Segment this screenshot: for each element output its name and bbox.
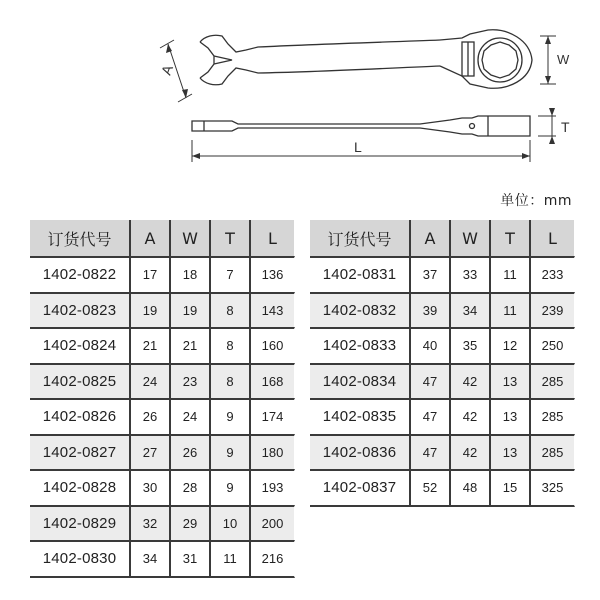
cell-l: 239 [531,292,575,328]
table-row [310,434,575,470]
cell-a: 30 [131,469,171,505]
cell-order-code: 1402-0825 [30,363,131,399]
cell-t: 13 [491,398,531,434]
cell-t: 9 [211,398,251,434]
cell-w: 29 [171,505,211,541]
cell-l: 160 [251,327,295,363]
cell-a: 24 [131,363,171,399]
cell-w: 21 [171,327,211,363]
cell-w: 42 [451,363,491,399]
header-order-code: 订货代号 [310,220,411,256]
cell-w: 34 [451,292,491,328]
header-l: L [531,220,575,256]
cell-a: 17 [131,256,171,292]
cell-t: 9 [211,469,251,505]
cell-l: 200 [251,505,295,541]
cell-w: 24 [171,398,211,434]
cell-a: 19 [131,292,171,328]
cell-a: 21 [131,327,171,363]
cell-order-code: 1402-0837 [310,469,411,507]
cell-w: 31 [171,540,211,578]
cell-t: 8 [211,363,251,399]
header-t: T [211,220,251,256]
wrench-dimension-diagram [0,0,600,180]
cell-t: 9 [211,434,251,470]
cell-a: 34 [131,540,171,578]
cell-w: 28 [171,469,211,505]
cell-t: 8 [211,292,251,328]
header-order-code: 订货代号 [30,220,131,256]
cell-a: 37 [411,256,451,292]
cell-w: 18 [171,256,211,292]
table-row [310,398,575,434]
cell-l: 285 [531,398,575,434]
cell-order-code: 1402-0830 [30,540,131,578]
header-t: T [491,220,531,256]
header-l: L [251,220,295,256]
table-body-left [30,256,295,578]
table-row [30,363,295,399]
unit-label: 单位：mm [500,193,572,209]
cell-a: 47 [411,363,451,399]
cell-t: 8 [211,327,251,363]
table-row [30,469,295,505]
cell-order-code: 1402-0835 [310,398,411,434]
cell-order-code: 1402-0824 [30,327,131,363]
cell-w: 19 [171,292,211,328]
cell-a: 40 [411,327,451,363]
cell-order-code: 1402-0826 [30,398,131,434]
table-row [310,292,575,328]
cell-order-code: 1402-0823 [30,292,131,328]
table-row [30,434,295,470]
cell-w: 48 [451,469,491,507]
table-row [310,256,575,292]
header-w: W [451,220,491,256]
wrench-side-view [192,116,530,136]
cell-a: 47 [411,398,451,434]
cell-t: 11 [491,292,531,328]
cell-l: 174 [251,398,295,434]
table-header-row [310,220,575,256]
cell-t: 11 [211,540,251,578]
table-row [30,292,295,328]
dimension-label-w: W [557,52,570,67]
table-row [30,327,295,363]
table-row [310,327,575,363]
cell-l: 285 [531,434,575,470]
cell-order-code: 1402-0834 [310,363,411,399]
cell-order-code: 1402-0832 [310,292,411,328]
table-header-row [30,220,295,256]
dimension-label-a: A [157,62,177,78]
cell-a: 39 [411,292,451,328]
cell-w: 33 [451,256,491,292]
table-row [310,469,575,507]
cell-a: 52 [411,469,451,507]
cell-l: 136 [251,256,295,292]
cell-order-code: 1402-0828 [30,469,131,505]
table-row [30,505,295,541]
table-body-right [310,256,575,507]
cell-w: 42 [451,434,491,470]
cell-a: 32 [131,505,171,541]
table-row [30,256,295,292]
cell-a: 47 [411,434,451,470]
spec-table-left [30,220,295,578]
cell-w: 26 [171,434,211,470]
header-a: A [411,220,451,256]
cell-a: 26 [131,398,171,434]
cell-order-code: 1402-0827 [30,434,131,470]
cell-order-code: 1402-0822 [30,256,131,292]
cell-l: 216 [251,540,295,578]
cell-t: 13 [491,434,531,470]
header-a: A [131,220,171,256]
wrench-top-view [200,30,532,88]
cell-w: 35 [451,327,491,363]
spec-table-right [310,220,575,507]
cell-t: 12 [491,327,531,363]
cell-l: 180 [251,434,295,470]
cell-t: 7 [211,256,251,292]
cell-a: 27 [131,434,171,470]
cell-t: 10 [211,505,251,541]
cell-t: 13 [491,363,531,399]
cell-l: 143 [251,292,295,328]
dimension-label-t: T [561,119,570,135]
cell-l: 250 [531,327,575,363]
table-row [30,398,295,434]
header-w: W [171,220,211,256]
cell-l: 168 [251,363,295,399]
dimension-label-l: L [354,139,362,155]
cell-t: 11 [491,256,531,292]
cell-l: 233 [531,256,575,292]
cell-l: 285 [531,363,575,399]
cell-order-code: 1402-0831 [310,256,411,292]
cell-l: 325 [531,469,575,507]
cell-w: 42 [451,398,491,434]
table-row [310,363,575,399]
cell-order-code: 1402-0836 [310,434,411,470]
cell-w: 23 [171,363,211,399]
table-row [30,540,295,578]
cell-order-code: 1402-0829 [30,505,131,541]
cell-t: 15 [491,469,531,507]
cell-l: 193 [251,469,295,505]
cell-order-code: 1402-0833 [310,327,411,363]
